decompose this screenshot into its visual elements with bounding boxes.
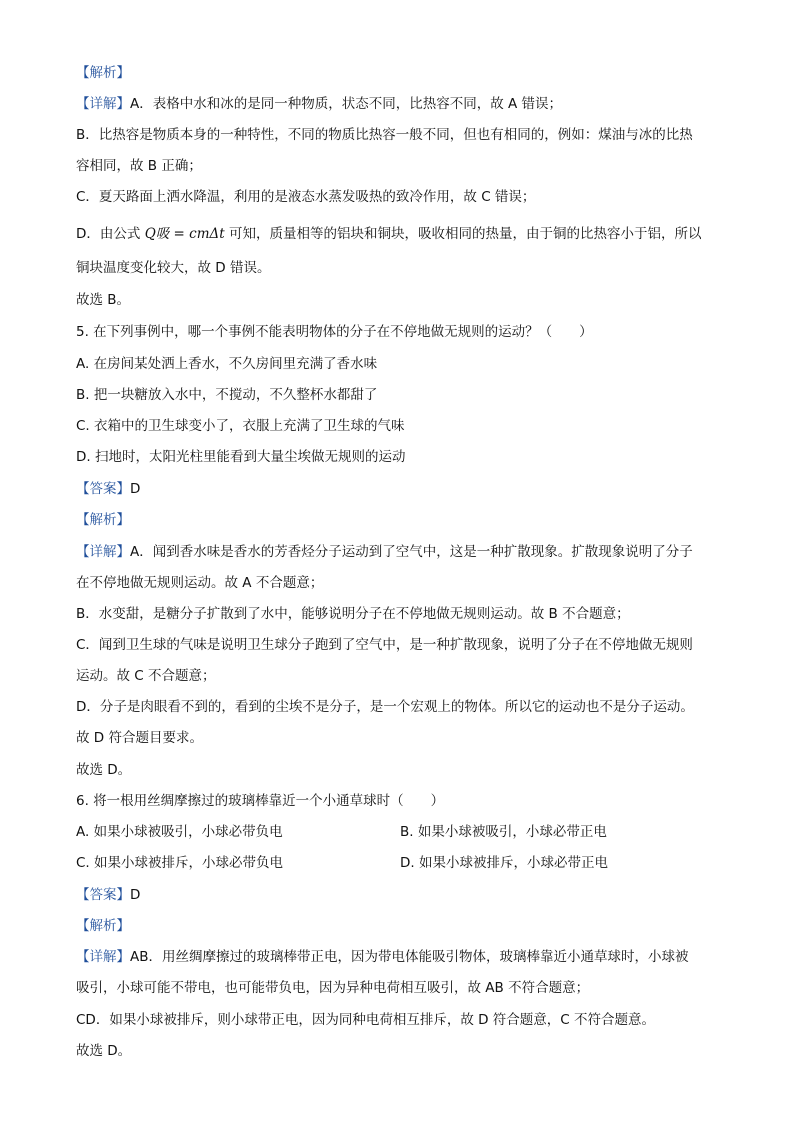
- q6-detail-ab-text: AB．用丝绸摩擦过的玻璃棒带正电，因为带电体能吸引物体，玻璃棒靠近小通草球时，小球被: [130, 949, 689, 965]
- q5-detail-a-2: 在不停地做无规则运动。故 A 不合题意；: [76, 575, 324, 591]
- q6-answer-tag: 【答案】: [76, 887, 130, 903]
- q5-detail-d-2: 故 D 符合题目要求。: [76, 730, 203, 746]
- q5-detail-a-text: A．闻到香水味是香水的芳香烃分子运动到了空气中，这是一种扩散现象。扩散现象说明了分子: [130, 544, 693, 560]
- q5-option-a: A. 在房间某处洒上香水，不久房间里充满了香水味: [76, 356, 378, 372]
- q4-heat-formula: Q吸 = cmΔt: [144, 226, 225, 242]
- q6-conclusion: 故选 D。: [76, 1043, 132, 1059]
- q5-analysis-tag: 【解析】: [76, 512, 130, 528]
- q6-answer: [76, 886, 140, 904]
- q6-detail-cd: CD．如果小球被排斥，则小球带正电，因为同种电荷相互排斥，故 D 符合题意，C 不符合题意。: [76, 1012, 656, 1028]
- q4-detail-d-prefix: D．由公式: [76, 226, 141, 242]
- q6-detail-tag: 【详解】: [76, 949, 130, 965]
- q4-detail-d-1: [76, 225, 702, 243]
- q4-detail-d-2: 铜块温度变化较大，故 D 错误。: [76, 260, 271, 276]
- q6-question: 6. 将一根用丝绸摩擦过的玻璃棒靠近一个小通草球时（ ）: [76, 793, 445, 809]
- q4-detail-d-suffix: 可知，质量相等的铝块和铜块，吸收相同的热量，由于铜的比热容小于铝，所以: [224, 226, 702, 242]
- q5-option-c: C. 衣箱中的卫生球变小了，衣服上充满了卫生球的气味: [76, 418, 405, 434]
- q5-answer: [76, 480, 140, 498]
- q5-detail-b: B．水变甜，是糖分子扩散到了水中，能够说明分子在不停地做无规则运动。故 B 不合题意；: [76, 606, 630, 622]
- q5-answer-value: D: [130, 481, 141, 497]
- q6-detail-ab-1: [76, 948, 689, 966]
- q5-question: 5. 在下列事例中，哪一个事例不能表明物体的分子在不停地做无规则的运动？（ ）: [76, 324, 593, 340]
- q4-detail-a: [76, 95, 562, 113]
- q6-option-c: C. 如果小球被排斥，小球必带负电: [76, 855, 284, 871]
- q6-option-b: B. 如果小球被吸引，小球必带正电: [400, 824, 607, 840]
- q6-detail-ab-2: 吸引，小球可能不带电，也可能带负电，因为异种电荷相互吸引，故 AB 不符合题意；: [76, 980, 590, 996]
- q4-conclusion: 故选 B。: [76, 292, 131, 308]
- q5-detail-d-1: D．分子是肉眼看不到的，看到的尘埃不是分子，是一个宏观上的物体。所以它的运动也不是分子运动。: [76, 699, 694, 715]
- q4-analysis-tag: 【解析】: [76, 65, 130, 81]
- q5-detail-tag: 【详解】: [76, 544, 130, 560]
- q4-detail-a-text: A．表格中水和冰的是同一种物质，状态不同，比热容不同，故 A 错误；: [130, 96, 563, 112]
- q4-detail-b-2: 容相同，故 B 正确；: [76, 158, 202, 174]
- q4-detail-tag: 【详解】: [76, 96, 130, 112]
- q6-option-a: A. 如果小球被吸引，小球必带负电: [76, 824, 283, 840]
- q4-detail-c: C．夏天路面上洒水降温，利用的是液态水蒸发吸热的致冷作用，故 C 错误；: [76, 189, 536, 205]
- q5-option-b: B. 把一块糖放入水中，不搅动，不久整杯水都甜了: [76, 387, 378, 403]
- q4-detail-b-1: B．比热容是物质本身的一种特性，不同的物质比热容一般不同，但也有相同的，例如：煤油与冰的比热: [76, 127, 693, 143]
- q5-detail-a-1: [76, 543, 693, 561]
- q5-detail-c-1: C．闻到卫生球的气味是说明卫生球分子跑到了空气中，是一种扩散现象，说明了分子在不停地做无规则: [76, 637, 693, 653]
- q6-option-d: D. 如果小球被排斥，小球必带正电: [400, 855, 608, 871]
- q6-analysis-tag: 【解析】: [76, 918, 130, 934]
- q5-option-d: D. 扫地时，太阳光柱里能看到大量尘埃做无规则的运动: [76, 449, 406, 465]
- q5-conclusion: 故选 D。: [76, 762, 132, 778]
- q5-detail-c-2: 运动。故 C 不合题意；: [76, 668, 216, 684]
- q5-answer-tag: 【答案】: [76, 481, 130, 497]
- q6-answer-value: D: [130, 887, 141, 903]
